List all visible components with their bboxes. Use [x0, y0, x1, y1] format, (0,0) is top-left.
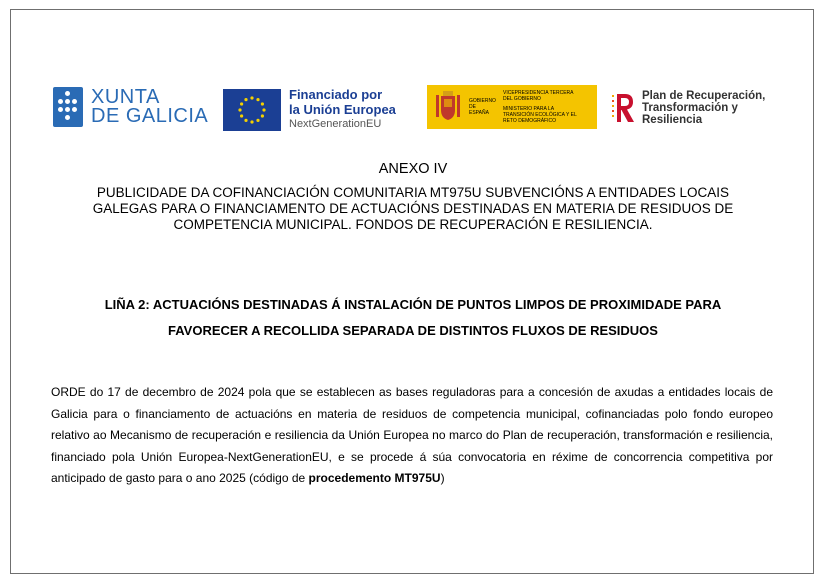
logo-strip — [53, 80, 793, 138]
plan-recuperacion-logo — [609, 90, 793, 126]
eu-logo — [223, 87, 396, 132]
line-title-line: LIÑA 2: ACTUACIÓNS DESTINADAS Á INSTALACIÓN DE PUNTOS LIMPOS DE PROXIMIDADE PARA — [104, 297, 722, 312]
eu-flag-icon — [223, 89, 281, 131]
subtitle — [11, 185, 815, 233]
subtitle-line: COMPETENCIA MUNICIPAL. FONDOS DE RECUPERACIÓN E RESILIENCIA. — [173, 217, 653, 232]
order-text-end: ) — [440, 471, 445, 486]
line-title — [11, 292, 815, 344]
spain-coat-of-arms-icon — [433, 90, 463, 124]
line-title-line: FAVORECER A RECOLLIDA SEPARADA DE DISTINTOS FLUXOS DE RESIDUOS — [168, 323, 658, 338]
gobierno-label: GOBIERNO DE ESPAÑA — [469, 98, 496, 116]
order-paragraph — [51, 382, 773, 490]
plan-line2: Transformación y Resiliencia — [642, 102, 738, 126]
vicepresidencia-label: VICEPRESIDENCIA TERCERA DEL GOBIERNO — [503, 90, 574, 102]
annex-heading: ANEXO IV — [378, 161, 448, 177]
subtitle-line: PUBLICIDADE DA COFINANCIACIÓN COMUNITARIA MT975U SUBVENCIÓNS A ENTIDADES LOCAIS — [96, 185, 730, 200]
procedure-code: procedemento MT975U — [308, 471, 441, 486]
document-page — [10, 9, 814, 574]
plan-line1: Plan de Recuperación, — [642, 90, 766, 102]
xunta-emblem-icon — [53, 87, 83, 127]
order-text: ORDE do 17 de decembro de 2024 pola que se establecen as bases reguladoras para a concesión de axudas a entidades locais de Galicia para o financiamento de actuacións en materia de residuos de competencia municipal, cofinanciadas polo fondo europeo relativo ao Mecanismo de recuperación e resiliencia da Unión Europea no marco do Plan de recuperación, transformación e resiliencia, financiado pola Unión Europea-NextGenerationEU, e se procede á súa convocatoria en réxime de concorrencia competitiva por anticipado de gasto para o ano 2025 (código de — [51, 385, 773, 486]
eu-line1: Financiado por — [289, 87, 383, 102]
eu-line3: NextGenerationEU — [289, 118, 382, 130]
xunta-line2: DE GALICIA — [91, 105, 209, 127]
gobierno-logo — [427, 85, 597, 129]
ministerio-label: MINISTERIO PARA LA TRANSICIÓN ECOLÓGICA Y EL RETO DEMOGRÁFICO — [503, 106, 577, 124]
xunta-logo — [53, 85, 208, 129]
plan-r-icon — [609, 91, 635, 125]
xunta-line1: XUNTA — [91, 86, 160, 108]
eu-line2: la Unión Europea — [289, 102, 396, 117]
subtitle-line: GALEGAS PARA O FINANCIAMENTO DE ACTUACIÓNS DESTINADAS EN MATERIA DE RESIDUOS DE — [92, 201, 734, 216]
